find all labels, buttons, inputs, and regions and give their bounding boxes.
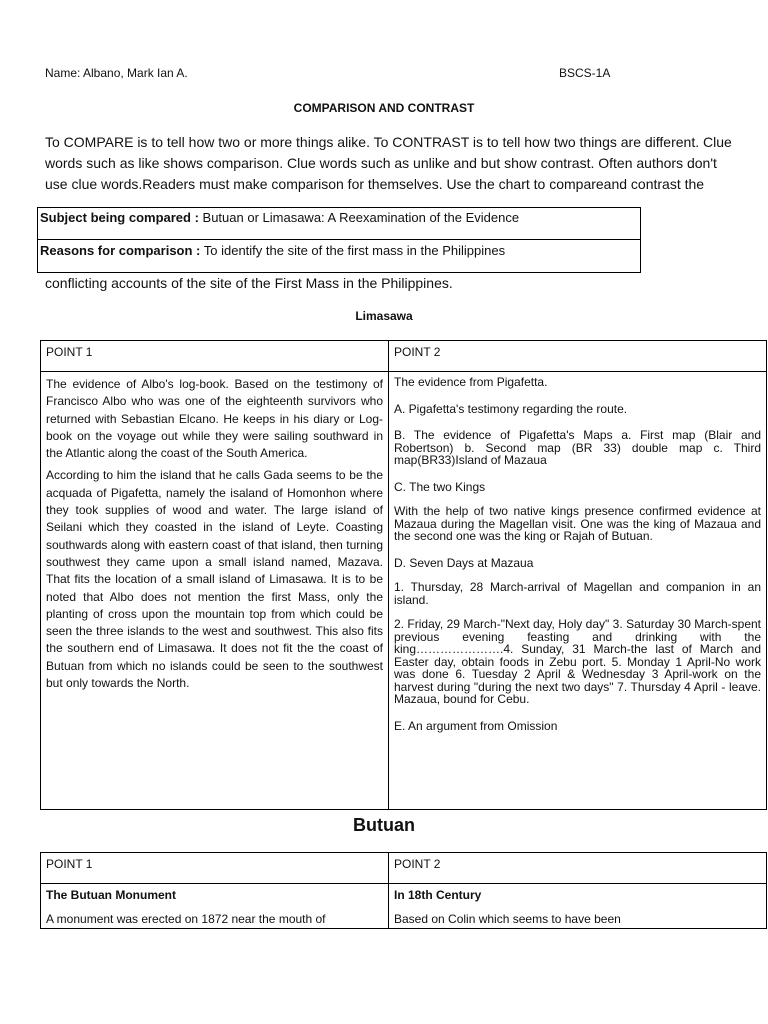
subject-value: Butuan or Limasawa: A Reexamination of the Evidence [198, 210, 520, 225]
subject-label: Subject being compared : [40, 210, 199, 225]
albo-logbook-paragraph: The evidence of Albo's log-book. Based on the testimony of Francisco Albo who was one of the eighteenth survivors who returned with Sebastian Elcano. He keeps in his diary or Log-book on the voyage out while they were sailing southward in the Atlantic along the coast of the South America. [46, 377, 383, 461]
reason-label: Reasons for comparison : [40, 243, 201, 258]
limasawa-table [40, 340, 767, 810]
butuan-table [40, 852, 767, 929]
intro-continuation: conflicting accounts of the site of the First Mass in the Philippines. [45, 275, 453, 291]
page-title: COMPARISON AND CONTRAST [293, 101, 475, 115]
days-two-to-seven-text: 2. Friday, 29 March-"Next day, Holy day" 3. Saturday 30 March-spent previous evening feasting and drinking with the king………………….4. Sunday, 31 March-the last of March and Easter day, obtain foods in Zebu port. 5. Monday 1 April-No work was done 6. Tuesday 2 April & Wednesday 3 April-work on the harvest during "during the next two days" 7. Thursday 4 April - leave. Mazaua, bound for Cebu. [394, 617, 761, 706]
omission-argument: E. An argument from Omission [394, 718, 558, 733]
eighteenth-century-heading: In 18th Century [394, 888, 482, 902]
student-name: Name: Albano, Mark Ian A. [45, 66, 188, 80]
butuan-point1-cell [41, 884, 389, 929]
colin-text: Based on Colin which seems to have been [394, 912, 621, 926]
butuan-col2-header: POINT 2 [389, 853, 767, 884]
day-one-text: 1. Thursday, 28 March-arrival of Magellan and companion in an island. [394, 580, 761, 607]
subject-divider [38, 239, 640, 240]
two-kings-heading: C. The two Kings [394, 479, 486, 494]
butuan-monument-text: A monument was erected on 1872 near the mouth of [46, 912, 326, 926]
butuan-col1-header: POINT 1 [41, 853, 389, 884]
limasawa-col1-header: POINT 1 [41, 341, 389, 372]
limasawa-point1-cell [41, 372, 389, 810]
course-code: BSCS-1A [559, 66, 611, 80]
limasawa-title: Limasawa [355, 309, 413, 323]
reason-row [38, 243, 640, 258]
butuan-monument-heading: The Butuan Monument [46, 888, 176, 902]
limasawa-point2-cell [389, 372, 767, 810]
limasawa-col2-header: POINT 2 [389, 341, 767, 372]
intro-paragraph: To COMPARE is to tell how two or more things alike. To CONTRAST is to tell how two things are different. Clue words such as like shows comparison. Clue words such as unlike and but show contrast. Often authors don't use clue words.Readers must make comparison for themselves. Use the chart to compareand contrast the [45, 134, 732, 192]
subject-row [38, 210, 640, 225]
two-kings-text: With the help of two native kings presence confirmed evidence at Mazaua during the Magellan visit. One was the king of Mazaua and the second one was the king or Rajah of Butuan. [394, 504, 761, 543]
butuan-title: Butuan [353, 815, 415, 835]
pigafetta-route: A. Pigafetta's testimony regarding the route. [394, 401, 628, 416]
reason-value: To identify the site of the first mass in the Philippines [200, 243, 506, 258]
butuan-point2-cell [389, 884, 767, 929]
pigafetta-maps: B. The evidence of Pigafetta's Maps a. First map (Blair and Robertson) b. Second map (BR 33) double map c. Third map(BR33)Island of Mazaua [394, 428, 761, 467]
subject-box [37, 207, 641, 273]
seven-days-heading: D. Seven Days at Mazaua [394, 555, 534, 570]
gada-island-paragraph: According to him the island that he calls Gada seems to be the acquada of Pigafetta, namely the isaland of Homonhon where they took supplies of wood and water. The large island of Seilani which they coasted in the island of Leyte. Coasting southwards along with eastern coast of that island, then turning southwest they came upon a small island named, Mazava. That fits the location of a small island of Limasawa. It is to be noted that Albo does not mention the first Mass, only the planting of cross upon the mountain top from which could be seen the three islands to the west and southwest. This also fits the southern end of Limasawa. It does not fit the the coast of Butuan from which no islands could be seen to the southwest but only towards the North. [46, 468, 383, 691]
pigafetta-evidence: The evidence from Pigafetta. [394, 375, 548, 389]
